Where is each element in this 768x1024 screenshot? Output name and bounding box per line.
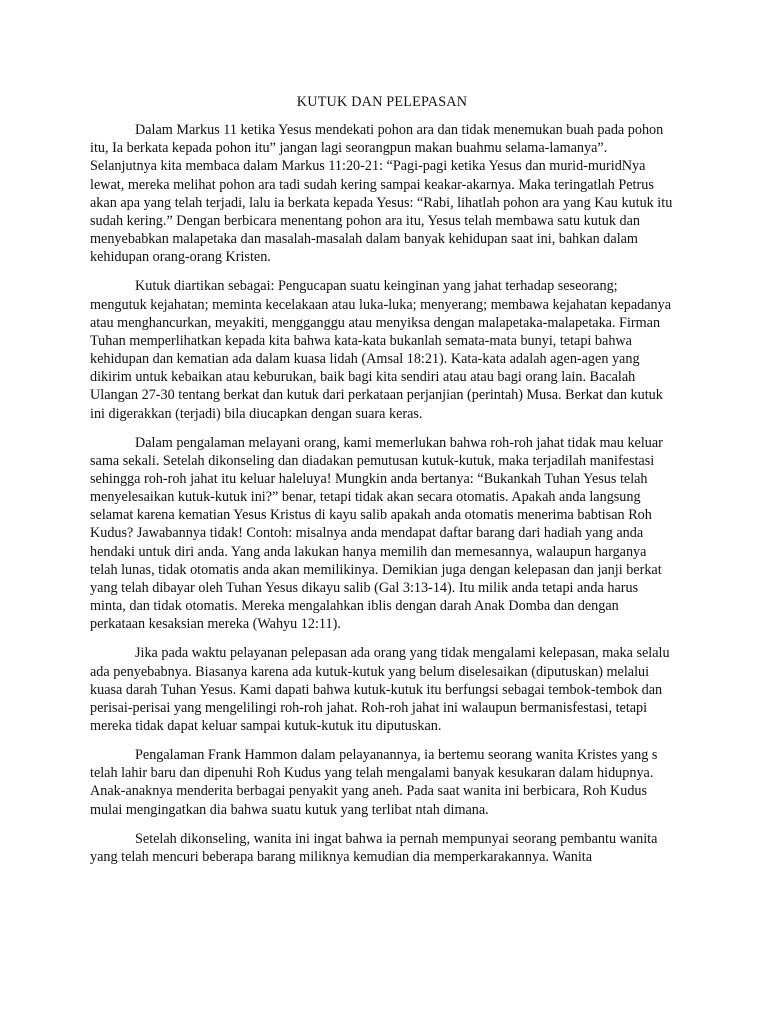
paragraph-4: Jika pada waktu pelayanan pelepasan ada orang yang tidak mengalami kelepasan, maka selalu ada penyebabnya. Biasanya karena ada kutuk-kutuk yang belum diselesaikan (diputuskan) melalui kuasa darah Tuhan Yesus. Kami dapati bahwa kutuk-kutuk itu berfungsi sebagai tembok-tembok dan perisai-perisai yang mengelilingi roh-roh jahat. Roh-roh jahat ini walaupun bermanisfestasi, tetapi mereka tidak dapat keluar sampai kutuk-kutuk itu diputuskan. (90, 645, 670, 734)
document-title: KUTUK DAN PELEPASAN (296, 94, 468, 110)
paragraph-5: Pengalaman Frank Hammon dalam pelayanannya, ia bertemu seorang wanita Kristes yang s telah lahir baru dan dipenuhi Roh Kudus yang telah mengalami banyak kesukaran dalam hidupnya. Anak-anaknya menderita berbagai penyakit yang aneh. Pada saat wanita ini berbicara, Roh Kudus mulai mengingatkan dia bahwa suatu kutuk yang terlibat ntah dimana. (90, 747, 658, 818)
paragraph-6: Setelah dikonseling, wanita ini ingat bahwa ia pernah mempunyai seorang pembantu wanita yang telah mencuri beberapa barang miliknya kemudian dia memperkarakannya. Wanita (90, 830, 658, 865)
paragraph-2: Kutuk diartikan sebagai: Pengucapan suatu keinginan yang jahat terhadap seseorang; mengutuk kejahatan; meminta kecelakaan atau luka-luka; menyerang; membawa kejahatan kepadanya atau menghancurkan, meyakiti, mengganggu atau menyiksa dengan malapetaka-malapetaka. Firman Tuhan memperlihatkan kepada kita bahwa kata-kata bukanlah semata-mata bunyi, tetapi bahwa kehidupan dan kematian ada dalam kuasa lidah (Amsal 18:21). Kata-kata adalah agen-agen yang dikirim untuk kebaikan atau keburukan, baik bagi kita sendiri atau atau bagi orang lain. Bacalah Ulangan 27-30 tentang berkat dan kutuk dari perkataan perjanjian (perintah) Musa. Berkat dan kutuk ini digerakkan (terjadi) bila diucapkan dengan suara keras. (90, 278, 672, 422)
paragraph-3: Dalam pengalaman melayani orang, kami memerlukan bahwa roh-roh jahat tidak mau keluar sama sekali. Setelah dikonseling dan diadakan pemutusan kutuk-kutuk, maka terjadilah manifestasi sehingga roh-roh jahat itu keluar haleluya! Mungkin anda bertanya: “Bukankah Tuhan Yesus telah menyelesaikan kutuk-kutuk ini?” benar, tetapi tidak akan secara otomatis. Apakah anda langsung selamat karena kematian Yesus Kristus di kayu salib apakah anda otomatis menerima babtisan Roh Kudus? Jawabannya tidak! Contoh: misalnya anda mendapat daftar barang dari hadiah yang anda hendaki untuk diri anda. Yang anda lakukan hanya memilih dan memesannya, walaupun harganya telah lunas, tidak otomatis anda akan memilikinya. Demikian juga dengan kelepasan dan janji berkat yang telah dibayar oleh Tuhan Yesus dikayu salib (Gal 3:13-14). Itu milik anda tetapi anda harus minta, dan tidak otomatis. Mereka mengalahkan iblis dengan darah Anak Domba dan dengan perkataan kesaksian mereka (Wahyu 12:11). (90, 434, 663, 633)
paragraph-1: Dalam Markus 11 ketika Yesus mendekati pohon ara dan tidak menemukan buah pada pohon itu, Ia berkata kepada pohon itu” jangan lagi seorangpun makan buahmu selama-lamanya”. Selanjutnya kita membaca dalam Markus 11:20-21: “Pagi-pagi ketika Yesus dan murid-muridNya lewat, mereka melihat pohon ara tadi sudah kering sampai keakar-akarnya. Maka teringatlah Petrus akan apa yang telah terjadi, lalu ia berkata kepada Yesus: “Rabi, lihatlah pohon ara yang Kau kutuk itu sudah kering.” Dengan berbicara menentang pohon ara itu, Yesus telah membawa satu kutuk dan menyebabkan malapetaka dan masalah-masalah dalam banyak kehidupan saat ini, bahkan dalam kehidupan orang-orang Kristen. (90, 122, 673, 266)
document-page (90, 93, 674, 877)
